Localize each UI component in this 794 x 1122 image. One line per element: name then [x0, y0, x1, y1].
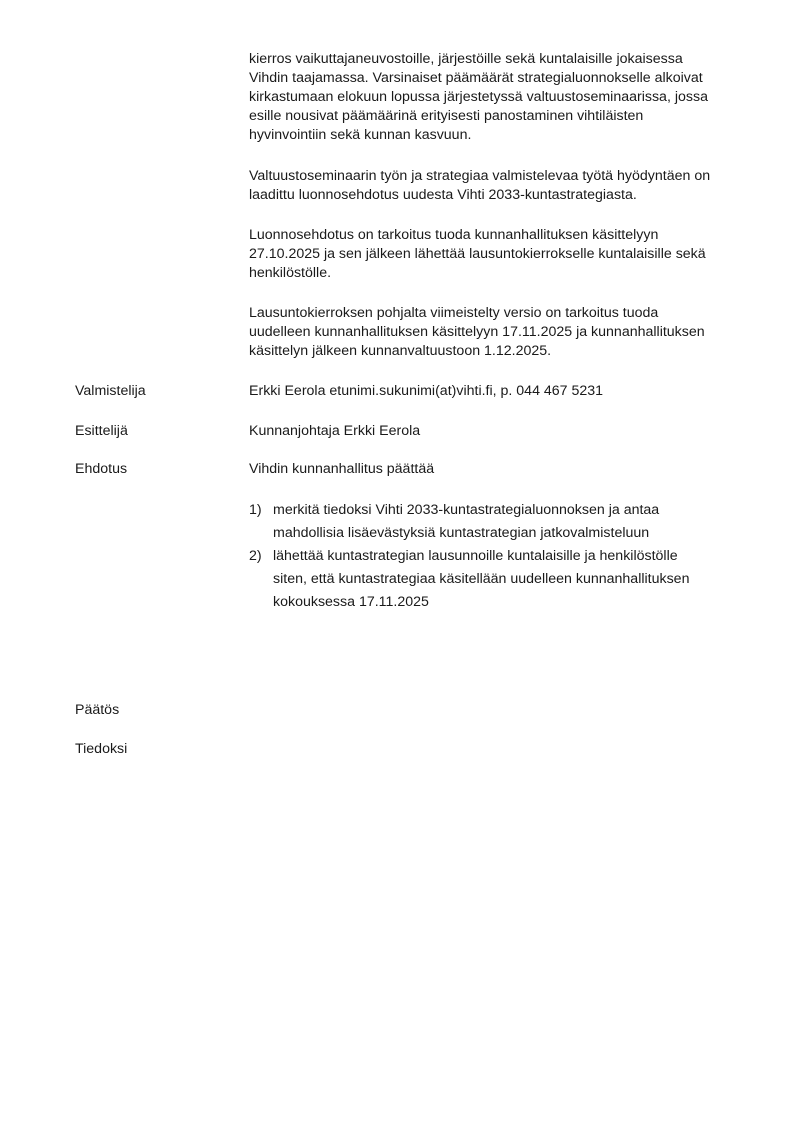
intro-paragraph-3: [249, 226, 741, 283]
valmistelija-value: Erkki Eerola etunimi.sukunimi(at)vihti.fi, p. 044 467 5231: [249, 383, 604, 399]
ehdotus-label: Ehdotus: [75, 461, 128, 477]
text-line: kirkastumaan elokuun lopussa järjestetyssä valtuustoseminaarissa, jossa: [249, 89, 708, 105]
text-line: lähettää kuntastrategian lausunnoille kuntalaisille ja henkilöstölle: [273, 548, 678, 564]
valmistelija-label: Valmistelija: [75, 383, 146, 399]
text-line: henkilöstölle.: [249, 265, 332, 281]
text-line: 27.10.2025 ja sen jälkeen lähettää lausuntokierrokselle kuntalaisille sekä: [249, 246, 706, 262]
text-line: laadittu luonnosehdotus uudesta Vihti 2033-kuntastrategiasta.: [249, 187, 637, 203]
text-line: kierros vaikuttajaneuvostoille, järjestöille sekä kuntalaisille jokaisessa: [249, 51, 683, 67]
text-line: merkitä tiedoksi Vihti 2033-kuntastrategialuonnoksen ja antaa: [273, 502, 660, 518]
text-line: Vihdin taajamassa. Varsinaiset päämäärät strategialuonnokselle alkoivat: [249, 70, 703, 86]
list-item-number: 2): [249, 548, 262, 564]
ehdotus-value: Vihdin kunnanhallitus päättää: [249, 461, 435, 477]
intro-paragraph-1: [249, 50, 741, 145]
paatos-label: Päätös: [75, 702, 120, 718]
text-line: hyvinvointiin sekä kunnan kasvuun.: [249, 127, 472, 143]
text-line: siten, että kuntastrategiaa käsitellään uudelleen kunnanhallituksen: [273, 571, 690, 587]
text-line: kokouksessa 17.11.2025: [273, 594, 429, 610]
list-item-number: 1): [249, 502, 262, 518]
proposal-list: [249, 499, 741, 614]
text-line: esille nousivat päämäärinä erityisesti panostaminen vihtiläisten: [249, 108, 644, 124]
text-line: käsittelyn jälkeen kunnanvaltuustoon 1.12.2025.: [249, 343, 552, 359]
text-line: Valtuustoseminaarin työn ja strategiaa valmistelevaa työtä hyödyntäen on: [249, 168, 711, 184]
text-line: Luonnosehdotus on tarkoitus tuoda kunnanhallituksen käsittelyyn: [249, 227, 659, 243]
esittelija-label: Esittelijä: [75, 423, 128, 439]
text-line: mahdollisia lisäevästyksiä kuntastrategian jatkovalmisteluun: [273, 525, 650, 541]
text-line: uudelleen kunnanhallituksen käsittelyyn 17.11.2025 ja kunnanhallituksen: [249, 324, 705, 340]
list-item: [249, 499, 741, 545]
list-item: [249, 545, 741, 614]
text-line: Lausuntokierroksen pohjalta viimeistelty versio on tarkoitus tuoda: [249, 305, 659, 321]
intro-paragraph-4: [249, 304, 741, 361]
intro-paragraph-2: [249, 167, 741, 205]
esittelija-value: Kunnanjohtaja Erkki Eerola: [249, 423, 421, 439]
tiedoksi-label: Tiedoksi: [75, 741, 128, 757]
